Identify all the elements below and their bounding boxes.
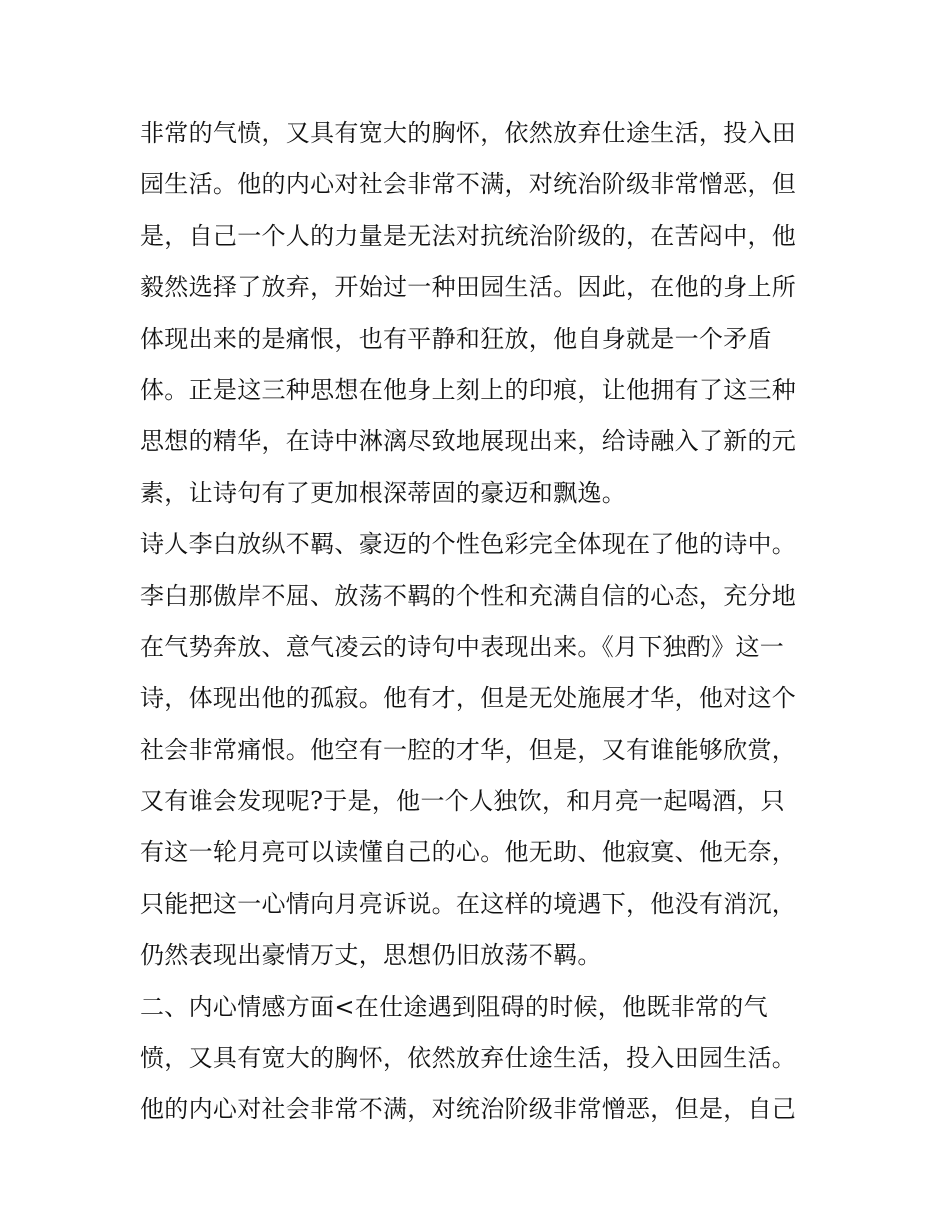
text-line: 是，自己一个人的力量是无法对抗统治阶级的，在苦闷中，他 <box>140 221 797 250</box>
text-line: 毅然选择了放弃，开始过一种田园生活。因此，在他的身上所 <box>140 273 797 302</box>
text-line: 愤，又具有宽大的胸怀，依然放弃仕途生活，投入田园生活。 <box>140 1044 797 1073</box>
text-line: 园生活。他的内心对社会非常不满，对统治阶级非常憎恶，但 <box>140 170 797 199</box>
body-text <box>140 108 820 1136</box>
text-line: 只能把这一心情向月亮诉说。在这样的境遇下，他没有消沉， <box>140 889 797 918</box>
text-line: 李白那傲岸不屈、放荡不羁的个性和充满自信的心态，充分地 <box>140 581 797 610</box>
text-line: 体。正是这三种思想在他身上刻上的印痕，让他拥有了这三种 <box>140 375 797 404</box>
text-line: 仍然表现出豪情万丈，思想仍旧放荡不羁。 <box>140 941 602 970</box>
text-line: 二、内心情感方面<在仕途遇到阻碍的时候，他既非常的气 <box>140 992 768 1021</box>
text-line: 体现出来的是痛恨，也有平静和狂放，他自身就是一个矛盾 <box>140 324 772 353</box>
text-line: 他的内心对社会非常不满，对统治阶级非常憎恶，但是，自己 <box>140 1095 797 1124</box>
text-line: 诗人李白放纵不羁、豪迈的个性色彩完全体现在了他的诗中。 <box>140 530 797 559</box>
text-line: 有这一轮月亮可以读懂自己的心。他无助、他寂寞、他无奈， <box>140 838 797 867</box>
text-line: 素，让诗句有了更加根深蒂固的豪迈和飘逸。 <box>140 478 626 507</box>
text-line: 诗，体现出他的孤寂。他有才，但是无处施展才华，他对这个 <box>140 684 797 713</box>
text-line: 思想的精华，在诗中淋漓尽致地展现出来，给诗融入了新的元 <box>140 427 797 456</box>
text-line: 在气势奔放、意气凌云的诗句中表现出来。《月下独酌》这一 <box>140 632 785 661</box>
text-line: 非常的气愤，又具有宽大的胸怀，依然放弃仕途生活，投入田 <box>140 119 797 147</box>
text-line: 社会非常痛恨。他空有一腔的才华，但是，又有谁能够欣赏， <box>140 735 797 764</box>
text-line: 又有谁会发现呢?于是，他一个人独饮，和月亮一起喝酒，只 <box>140 787 785 816</box>
